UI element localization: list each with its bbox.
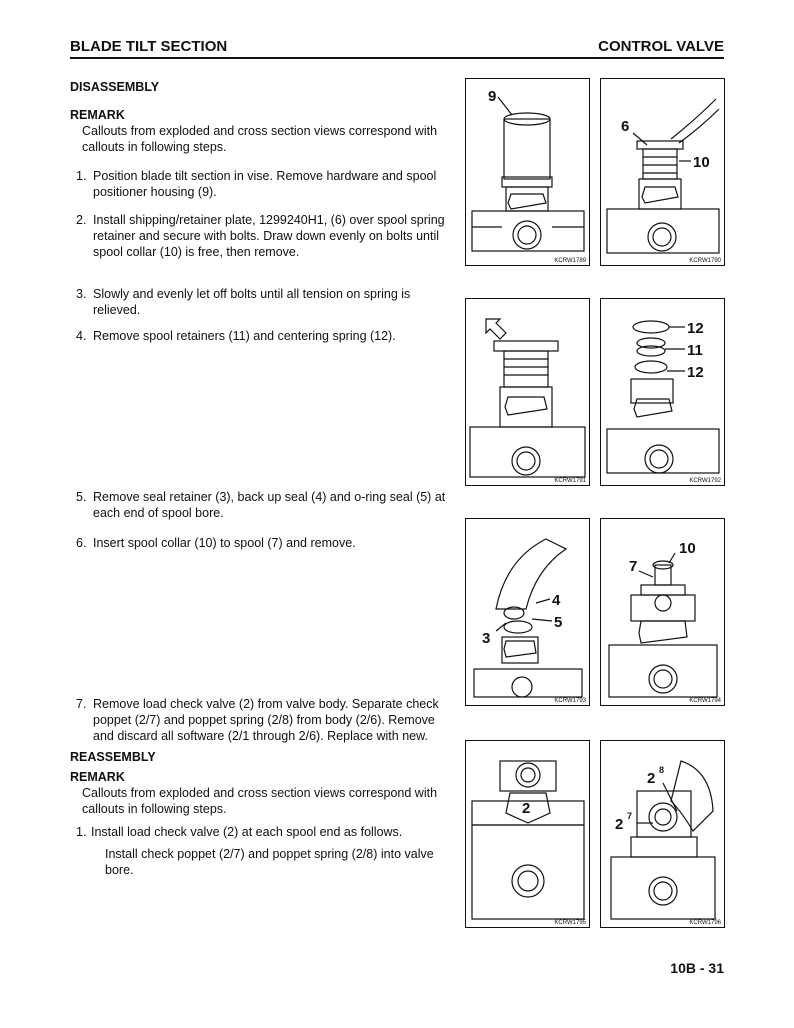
step-number: 4. [76,329,87,343]
figure-code: KCRW1794 [689,698,721,704]
sub-step-text: Install check poppet (2/7) and poppet spring (2/8) into valve [105,847,434,861]
callout-label: 6 [621,118,630,135]
callout-label: 2 [615,816,624,833]
step-number: 7. [76,697,87,711]
callout-label: 12 [687,364,704,381]
figure-code: KCRW1790 [689,258,721,264]
header-rule [70,57,724,59]
figure-spool-retainers [600,298,725,486]
figure-code: KCRW1796 [689,920,721,926]
step-number: 3. [76,287,87,301]
callout-label: 11 [687,342,703,359]
disassembly-heading: DISASSEMBLY [70,80,160,94]
page-number: 10B - 31 [670,960,724,976]
step-text: each end of spool bore. [93,506,224,520]
reassembly-heading: REASSEMBLY [70,750,156,764]
figure-poppet-install [600,740,725,928]
step-text: Insert spool collar (10) to spool (7) and remove. [93,536,356,550]
figure-code: KCRW1793 [554,698,586,704]
figure-code: KCRW1792 [689,478,721,484]
step-text: Position blade tilt section in vise. Remove hardware and spool [93,169,437,183]
step-text: retainer and secure with bolts. Draw down evenly on bolts until [93,229,440,243]
step-text: positioner housing (9). [93,185,217,199]
step-text: relieved. [93,303,141,317]
callout-superscript: 7 [627,811,633,821]
figure-code: KCRW1791 [554,478,586,484]
callout-label: 12 [687,320,704,337]
figure-seal-removal [465,518,590,706]
page-header [70,38,724,58]
section-title: BLADE TILT SECTION [70,38,228,55]
remark-heading: REMARK [70,770,125,784]
callout-label: 5 [554,614,563,631]
step-number: 1. [76,825,87,839]
remark-heading: REMARK [70,108,125,122]
figure-positioner-housing [465,78,590,266]
sub-step-text: bore. [105,863,134,877]
step-number: 5. [76,490,87,504]
callout-label: 2 [647,770,656,787]
figure-load-check-valve [465,740,590,928]
step-text: Remove load check valve (2) from valve body. Separate check [93,697,439,711]
component-title: CONTROL VALVE [598,38,724,55]
step-text: spool collar (10) is free, then remove. [93,245,300,259]
callout-label: 9 [488,88,497,105]
step-text: poppet (2/7) and poppet spring (2/8) from body (2/6). Remove [93,713,435,727]
callout-label: 10 [679,540,696,557]
figure-spool-removal [600,518,725,706]
step-text: and discard all software (2/1 through 2/6). Replace with new. [93,729,428,743]
callout-label: 3 [482,630,491,647]
remark-line: callouts in following steps. [82,140,227,154]
step-number: 2. [76,213,87,227]
figure-code: KCRW1795 [554,920,586,926]
figure-retainer-plate [600,78,725,266]
step-number: 1. [76,169,87,183]
callout-label: 2 [522,800,531,817]
step-text: Slowly and evenly let off bolts until all tension on spring is [93,287,411,301]
remark-line: Callouts from exploded and cross section views correspond with [82,124,438,138]
callout-label: 10 [693,154,710,171]
step-text: Install shipping/retainer plate, 1299240H1, (6) over spool spring [93,213,445,227]
step-text: Install load check valve (2) at each spool end as follows. [91,825,403,839]
step-number: 6. [76,536,87,550]
callout-label: 7 [629,558,638,575]
figure-release-tension [465,298,590,486]
remark-line: callouts in following steps. [82,802,227,816]
step-text: Remove spool retainers (11) and centering spring (12). [93,329,396,343]
callout-label: 4 [552,592,561,609]
step-text: Remove seal retainer (3), back up seal (4) and o-ring seal (5) at [93,490,446,504]
figure-code: KCRW1789 [554,258,586,264]
callout-superscript: 8 [659,765,665,775]
remark-line: Callouts from exploded and cross section views correspond with [82,786,438,800]
